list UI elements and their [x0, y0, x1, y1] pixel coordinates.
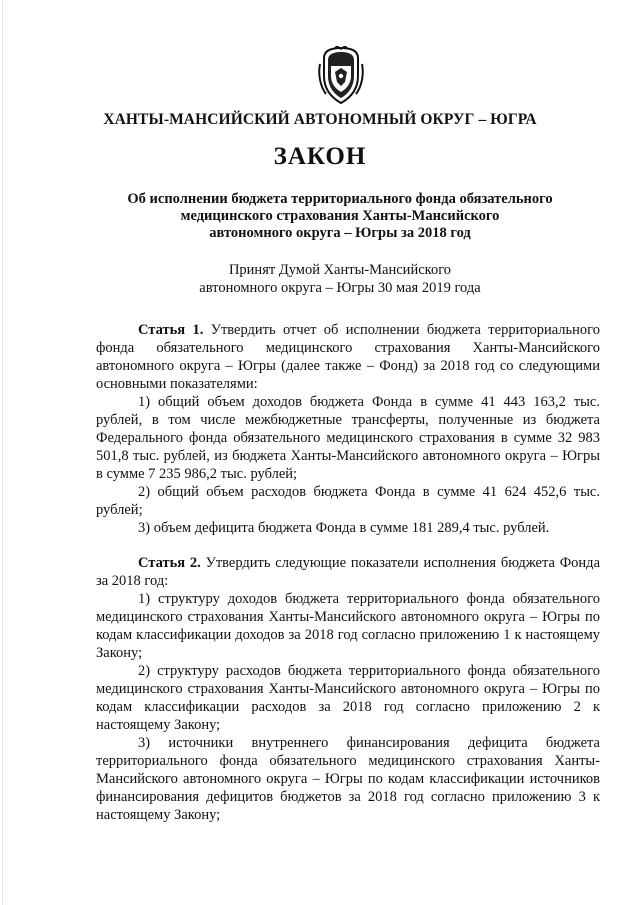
article-2-item-3: 3) источники внутреннего финансирования дефицита бюджета территориального фонда обязательного медицинского страхования Ханты-Мансийского автономного округа – Югры по кодам классификации источников финансирования дефицитов бюджетов за 2018 год согласно приложению 3 к настоящему Закону;	[96, 735, 600, 823]
article-1-intro-text: Утвердить отчет об исполнении бюджета территориального фонда обязательного медицинского страхования Ханты-Мансийского автономного округа – Югры (далее также – Фонд) за 2018 год со следующими основными показателями:	[96, 322, 600, 392]
article-1-intro	[96, 321, 600, 393]
article-1-item-2: 2) общий объем расходов бюджета Фонда в сумме 41 624 452,6 тыс. рублей;	[96, 484, 600, 518]
law-title-line: Об исполнении бюджета территориального фонда обязательного	[127, 191, 553, 207]
law-title	[100, 191, 580, 242]
article-2-item-2: 2) структуру расходов бюджета территориального фонда обязательного медицинского страхования Ханты-Мансийского автономного округа – Югры по кодам классификации расходов за 2018 год согласно приложению 2 к настоящему Закону;	[96, 663, 600, 733]
region-heading: ХАНТЫ-МАНСИЙСКИЙ АВТОНОМНЫЙ ОКРУГ – ЮГРА	[103, 111, 537, 128]
adoption-line: Принят Думой Ханты-Мансийского	[228, 262, 452, 278]
adoption-note	[150, 261, 530, 297]
article-1-label: Статья 1.	[138, 322, 204, 338]
article-2-label: Статья 2.	[138, 555, 201, 571]
article-2-intro-text: Утвердить следующие показатели исполнения бюджета Фонда за 2018 год:	[96, 555, 600, 589]
law-title-line: автономного округа – Югры за 2018 год	[209, 225, 471, 241]
article-2-item-1: 1) структуру доходов бюджета территориального фонда обязательного медицинского страхования Ханты-Мансийского автономного округа – Югры по кодам классификации доходов за 2018 год согласно приложению 1 к настоящему Закону;	[96, 591, 600, 661]
article-2-intro	[96, 554, 600, 590]
article-1-item-3: 3) объем дефицита бюджета Фонда в сумме 181 289,4 тыс. рублей.	[138, 520, 550, 536]
coat-of-arms-emblem	[318, 46, 364, 106]
scan-edge	[2, 0, 3, 905]
adoption-line: автономного округа – Югры 30 мая 2019 года	[199, 280, 481, 296]
article-1-item-1: 1) общий объем доходов бюджета Фонда в сумме 41 443 163,2 тыс. рублей, в том числе межбюджетные трансферты, полученные из бюджета Федерального фонда обязательного медицинского страхования в сумме 32 983 501,8 тыс. рублей, из бюджета Ханты-Мансийского автономного округа – Югры в сумме 7 235 986,2 тыс. рублей;	[96, 394, 600, 482]
law-title-line: медицинского страхования Ханты-Мансийского	[180, 208, 500, 224]
document-type-heading: ЗАКОН	[273, 143, 367, 170]
law-body	[96, 321, 600, 824]
